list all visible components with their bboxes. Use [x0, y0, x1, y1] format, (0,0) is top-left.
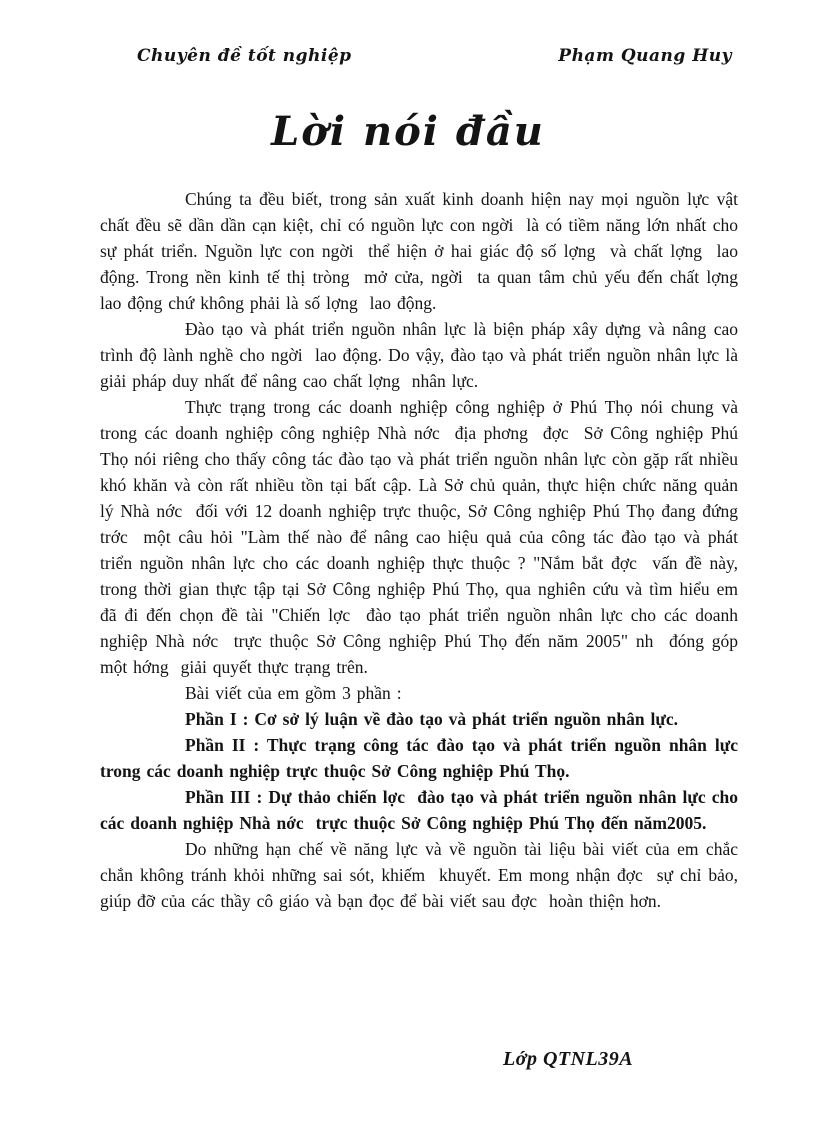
- intro-paragraph-2: Đào tạo và phát triển nguồn nhân lực là biện pháp xây dựng và nâng cao trình độ lành nghề cho ngời lao động. Do vậy, đào tạo và phát triển nguồn nhân lực là giải pháp duy nhất để nâng cao chất lợng nhân lực.: [100, 319, 744, 391]
- document-body: [100, 186, 750, 914]
- page-title: Lời nói đầu: [271, 108, 545, 155]
- header-course-label: Chuyên đề tốt nghiệp: [137, 46, 352, 66]
- parts-intro-line: Bài viết của em gồm 3 phần :: [185, 683, 402, 703]
- header-author-name: Phạm Quang Huy: [558, 46, 732, 66]
- intro-paragraph-1: Chúng ta đều biết, trong sản xuất kinh doanh hiện nay mọi nguồn lực vật chất đều sẽ dần dần cạn kiệt, chỉ có nguồn lực con ngời là có tiềm năng lớn nhất cho sự phát triển. Nguồn lực con ngời thể hiện ở hai giác độ số lợng và chất lợng lao động. Trong nền kinh tế thị tròng mở cửa, ngời ta quan tâm chủ yếu đến chất lợng lao động chứ không phải là số lợng lao động.: [100, 189, 750, 313]
- part-iii-heading: Phần III : Dự thảo chiến lợc đào tạo và phát triển nguồn nhân lực cho các doanh nghiệp Nhà nớc trực thuộc Sở Công nghiệp Phú Thọ đến năm2005.: [100, 787, 744, 833]
- page-header: [137, 46, 732, 66]
- part-ii-heading: Phần II : Thực trạng công tác đào tạo và phát triển nguồn nhân lực trong các doanh nghiệp trực thuộc Sở Công nghiệp Phú Thọ.: [100, 735, 744, 781]
- closing-paragraph: Do những hạn chế về năng lực và về nguồn tài liệu bài viết của em chắc chắn không tránh khỏi những sai sót, khiếm khuyết. Em mong nhận đợc sự chỉ bảo, giúp đỡ của các thầy cô giáo và bạn đọc để bài viết sau đợc hoàn thiện hơn.: [100, 839, 744, 911]
- intro-paragraph-3: Thực trạng trong các doanh nghiệp công nghiệp ở Phú Thọ nói chung và trong các doanh nghiệp công nghiệp Nhà nớc địa phơng đợc Sở Công nghiệp Phú Thọ nói riêng cho thấy công tác đào tạo và phát triển nguồn nhân lực còn gặp rất nhiều khó khăn và còn rất nhiều tồn tại bất cập. Là Sở chủ quản, thực hiện chức năng quản lý Nhà nớc đối với 12 doanh nghiệp trực thuộc, Sở Công nghiệp Phú Thọ đang đứng trớc một câu hỏi "Làm thế nào để nâng cao hiệu quả của công tác đào tạo và phát triển nguồn nhân lực cho các doanh nghiệp thực thuộc ? "Nắm bắt đợc vấn đề này, trong thời gian thực tập tại Sở Công nghiệp Phú Thọ, qua nghiên cứu và tìm hiểu em đã đi đến chọn đề tài "Chiến lợc đào tạo phát triển nguồn nhân lực cho các doanh nghiệp Nhà nớc trực thuộc Sở Công nghiệp Phú Thọ đến năm 2005" nh đóng góp một hớng giải quyết thực trạng trên.: [100, 397, 744, 677]
- part-i-heading: Phần I : Cơ sở lý luận về đào tạo và phát triển nguồn nhân lực.: [185, 709, 679, 729]
- footer-class-label: Lớp QTNL39A: [503, 1048, 634, 1070]
